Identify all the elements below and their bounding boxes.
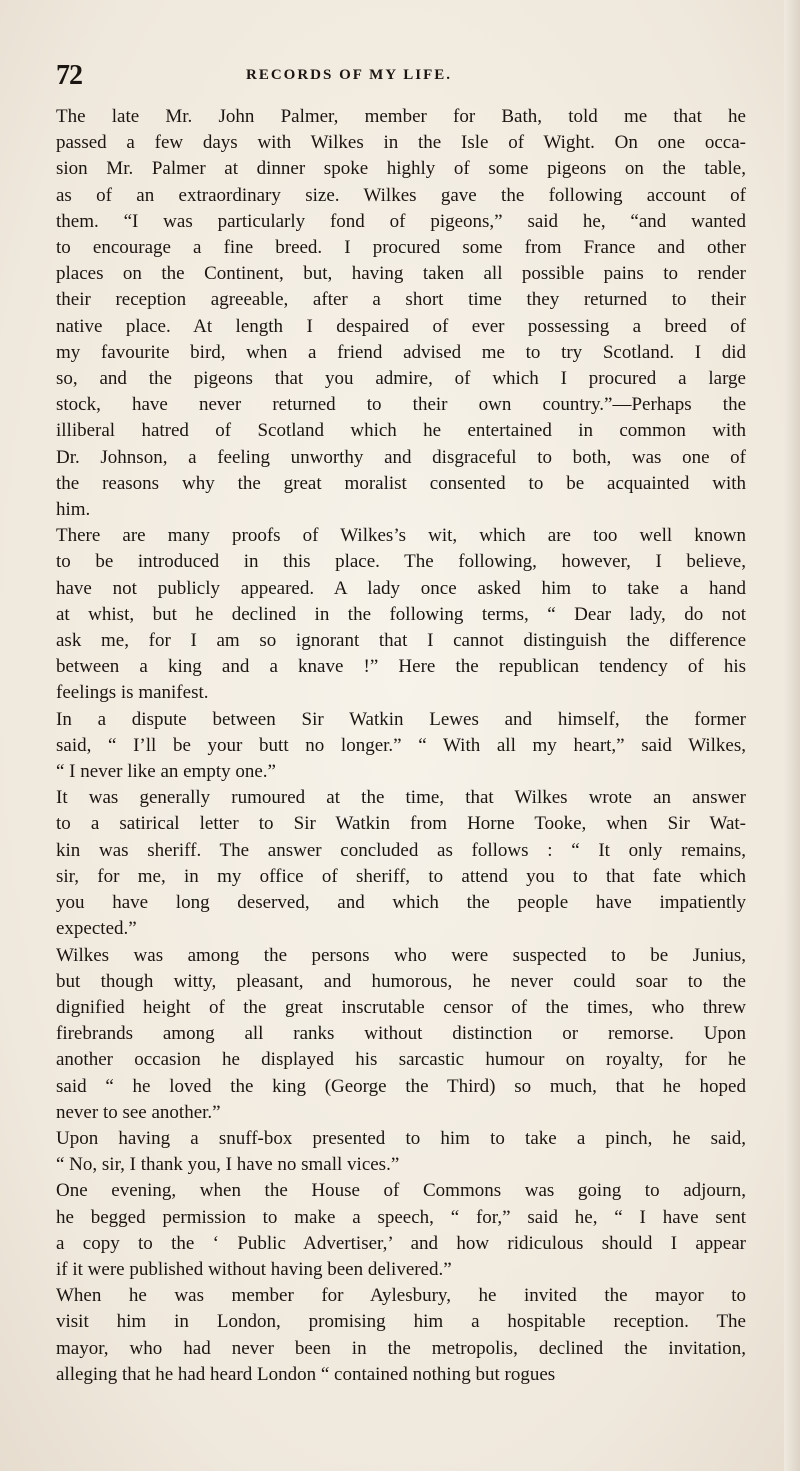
text-line: my favourite bird, when a friend advised me to try Scotland. I did <box>56 341 746 363</box>
paragraph <box>56 1283 746 1388</box>
paragraph <box>56 104 746 523</box>
paragraph <box>56 1126 746 1178</box>
paragraph <box>56 707 746 786</box>
text-line: “ I never like an empty one.” <box>56 761 276 783</box>
text-line: native place. At length I despaired of ever possessing a breed of <box>56 315 746 337</box>
paragraph <box>56 943 746 1126</box>
text-line: stock, have never returned to their own country.”—Perhaps the <box>56 394 746 416</box>
text-line: at whist, but he declined in the following terms, “ Dear lady, do not <box>56 603 746 625</box>
paragraph <box>56 523 746 706</box>
text-line: their reception agreeable, after a short time they returned to their <box>56 289 746 311</box>
text-line: places on the Continent, but, having taken all possible pains to render <box>56 263 746 285</box>
text-line: visit him in London, promising him a hospitable reception. The <box>56 1311 746 1333</box>
text-line: expected.” <box>56 918 137 940</box>
text-line: between a king and a knave !” Here the republican tendency of his <box>56 656 746 678</box>
text-line: as of an extraordinary size. Wilkes gave the following account of <box>56 184 746 206</box>
text-line: have not publicly appeared. A lady once asked him to take a hand <box>56 577 746 599</box>
page-number: 72 <box>56 60 82 91</box>
text-line: The late Mr. John Palmer, member for Bath, told me that he <box>56 106 746 127</box>
text-line: another occasion he displayed his sarcastic humour on royalty, for he <box>56 1049 746 1071</box>
page-header <box>56 60 746 94</box>
text-line: said, “ I’ll be your butt no longer.” “ With all my heart,” said Wilkes, <box>56 734 746 756</box>
paragraph <box>56 1178 746 1283</box>
text-line: to a satirical letter to Sir Watkin from Horne Tooke, when Sir Wat- <box>56 813 746 835</box>
text-line: alleging that he had heard London “ contained nothing but rogues <box>56 1363 556 1385</box>
text-line: to be introduced in this place. The following, however, I believe, <box>56 551 746 573</box>
text-line: In a dispute between Sir Watkin Lewes and himself, the former <box>56 708 746 730</box>
text-line: the reasons why the great moralist consented to be acquainted with <box>56 472 746 494</box>
text-line: said “ he loved the king (George the Third) so much, that he hoped <box>56 1075 746 1097</box>
text-line: so, and the pigeons that you admire, of which I procured a large <box>56 368 746 390</box>
text-line: There are many proofs of Wilkes’s wit, which are too well known <box>56 525 746 547</box>
text-line: passed a few days with Wilkes in the Isle of Wight. On one occa- <box>56 132 746 154</box>
text-line: but though witty, pleasant, and humorous, he never could soar to the <box>56 970 746 992</box>
text-line: feelings is manifest. <box>56 682 209 704</box>
text-line: ask me, for I am so ignorant that I cannot distinguish the difference <box>56 630 746 652</box>
text-line: sion Mr. Palmer at dinner spoke highly of some pigeons on the table, <box>56 158 746 180</box>
paragraph <box>56 785 746 942</box>
text-line: Upon having a snuff-box presented to him to take a pinch, he said, <box>56 1127 746 1149</box>
text-line: a copy to the ‘ Public Advertiser,’ and how ridiculous should I appear <box>56 1232 746 1254</box>
text-line: illiberal hatred of Scotland which he entertained in common with <box>56 420 746 442</box>
text-line: to encourage a fine breed. I procured some from France and other <box>56 237 746 259</box>
text-line: When he was member for Aylesbury, he invited the mayor to <box>56 1285 746 1307</box>
body-text <box>56 104 746 1388</box>
text-line: It was generally rumoured at the time, that Wilkes wrote an answer <box>56 787 746 809</box>
text-line: firebrands among all ranks without distinction or remorse. Upon <box>56 1023 746 1045</box>
running-head: RECORDS OF MY LIFE. <box>246 67 453 83</box>
text-line: kin was sheriff. The answer concluded as follows : “ It only remains, <box>56 839 746 861</box>
text-line: he begged permission to make a speech, “ for,” said he, “ I have sent <box>56 1206 746 1228</box>
text-line: never to see another.” <box>56 1101 221 1123</box>
text-line: mayor, who had never been in the metropolis, declined the invitation, <box>56 1337 746 1359</box>
text-line: “ No, sir, I thank you, I have no small vices.” <box>56 1154 400 1176</box>
text-line: if it were published without having been delivered.” <box>56 1258 452 1280</box>
text-line: Wilkes was among the persons who were suspected to be Junius, <box>56 944 746 966</box>
text-line: you have long deserved, and which the people have impatiently <box>56 892 746 914</box>
text-line: sir, for me, in my office of sheriff, to attend you to that fate which <box>56 865 746 887</box>
text-line: them. “I was particularly fond of pigeons,” said he, “and wanted <box>56 210 746 232</box>
text-line: him. <box>56 499 91 521</box>
page-edge <box>784 0 800 1471</box>
text-line: One evening, when the House of Commons was going to adjourn, <box>56 1180 746 1202</box>
text-line: dignified height of the great inscrutable censor of the times, who threw <box>56 996 746 1018</box>
text-line: Dr. Johnson, a feeling unworthy and disgraceful to both, was one of <box>56 446 746 468</box>
